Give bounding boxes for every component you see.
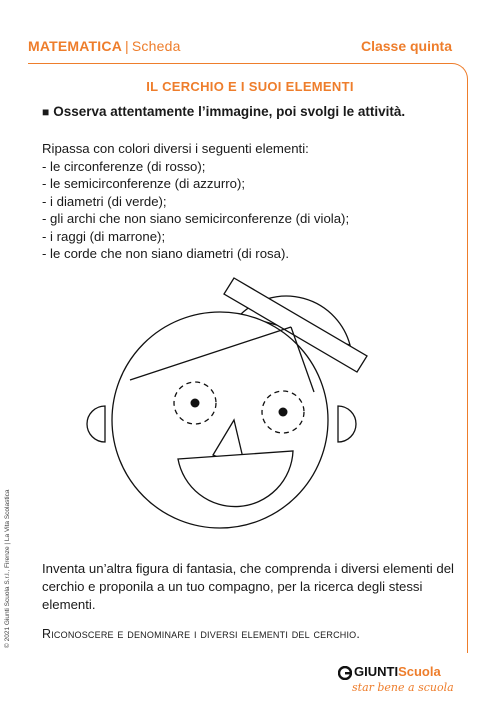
task-item-circumferences: - le circonferenze (di rosso); [42, 158, 206, 174]
right-ear [338, 406, 356, 442]
task-item-arcs: - gli archi che non siano semicirconferenze (di viola); [42, 211, 350, 226]
left-ear [87, 406, 105, 442]
left-eye-pupil [191, 399, 200, 408]
task-item-semicircumferences: - le semicirconferenze (di azzurro); [42, 176, 246, 191]
sheet-kind: Scheda [131, 38, 181, 54]
task-item-chords: - le corde che non siano diametri (di rosa). [42, 246, 290, 261]
task-list [42, 158, 349, 263]
page-header [28, 38, 452, 58]
publisher-logo [338, 666, 458, 702]
circle-face-drawing [80, 262, 380, 542]
brand-name: GIUNTI [354, 664, 399, 679]
learning-objective: Riconoscere e denominare i diversi elementi del cerchio. [42, 627, 361, 641]
instruction [42, 104, 405, 119]
giunti-logo-icon [338, 666, 352, 680]
header-separator: | [125, 38, 129, 54]
publisher-tagline: star bene a scuola [352, 681, 454, 694]
worksheet-title: IL CERCHIO E I SUOI ELEMENTI [146, 79, 354, 94]
task-item-diameters: - i diametri (di verde); [42, 193, 167, 209]
assignment-paragraph: Inventa un’altra figura di fantasia, che comprenda i diversi elementi del cerchio e proponila a un tuo compagno, per la ricerca degli stessi elementi. [42, 561, 454, 612]
task-intro: Ripassa con colori diversi i seguenti elementi: [42, 141, 309, 156]
brand-accent: Scuola [398, 664, 441, 679]
task-item-radii: - i raggi (di marrone); [42, 228, 166, 244]
bullet-icon: ■ [42, 105, 50, 119]
grade-label: Classe quinta [360, 38, 452, 54]
copyright-note: © 2021 Giunti Scuola S.r.l., Firenze | La Vita Scolastica [4, 489, 11, 648]
subject-label [28, 38, 181, 54]
subject-name: MATEMATICA [28, 38, 123, 54]
task-block [42, 140, 349, 263]
right-eye-pupil [279, 408, 288, 417]
instruction-text: Osserva attentamente l’immagine, poi svolgi le attività. [53, 104, 406, 119]
publisher-brand [354, 664, 441, 679]
